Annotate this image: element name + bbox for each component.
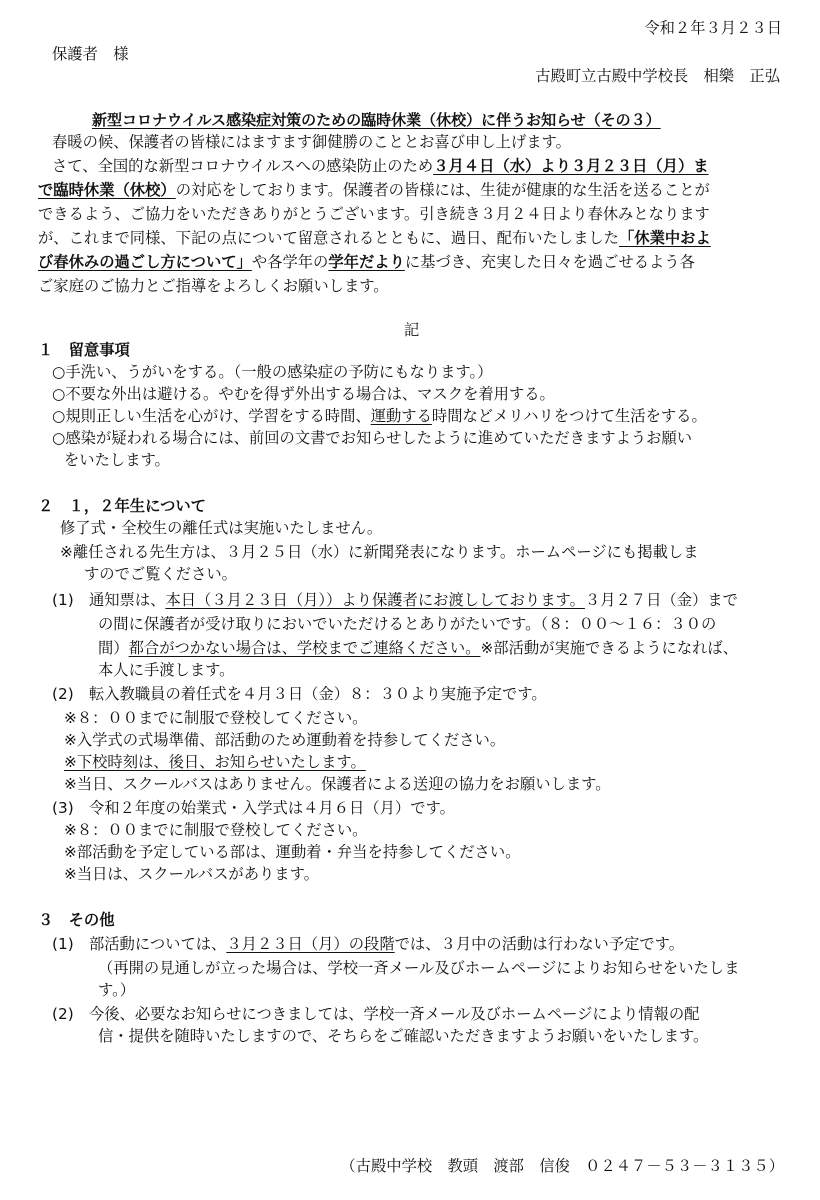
- list-item: ○感染が疑われる場合には、前回の文書でお知らせしたように進めていただきますようお願い: [52, 429, 693, 447]
- numbered-item-cont: 本人に手渡します。: [98, 661, 235, 679]
- numbered-item: (2) 今後、必要なお知らせにつきましては、学校一斉メール及びホームページにより情報の配: [52, 1005, 700, 1023]
- emphasis-dates: ３月４日（水）より３月２３日（月）ま: [433, 157, 709, 175]
- intro-line: できるよう、ご協力をいただきありがとうございます。引き続き３月２４日より春休みとなります: [38, 205, 710, 223]
- intro-line: び春休みの過ごし方について」や各学年の学年だよりに基づき、充実した日々を過ごせるよう各: [38, 253, 695, 271]
- intro-line: ご家庭のご協力とご指導をよろしくお願いします。: [38, 277, 389, 295]
- numbered-item: (3) 令和２年度の始業式・入学式は４月６日（月）です。: [52, 799, 455, 817]
- section-heading: １ 留意事項: [38, 341, 130, 359]
- note: ※８：００までに制服で登校してください。: [64, 821, 368, 839]
- numbered-item-cont: の間に保護者が受け取りにおいでいただけるとありがたいです。（８：００～１６：３０の: [98, 615, 717, 633]
- numbered-item: (2) 転入教職員の着任式を４月３日（金）８：３０より実施予定です。: [52, 685, 547, 703]
- numbered-item-cont: す。）: [98, 981, 136, 999]
- list-item: ○手洗い、うがいをする。（一般の感染症の予防にもなります。）: [52, 363, 493, 381]
- numbered-item: (1) 通知票は、本日（３月２３日（月））より保護者にお渡ししております。３月２７日（金）まで: [52, 591, 738, 609]
- intro-line: が、これまで同様、下記の点について留意されるとともに、過日、配布いたしました「休業中およ: [38, 229, 711, 247]
- paragraph: すのでご覧ください。: [84, 565, 237, 583]
- emphasis-closure: で臨時休業（休校）: [38, 181, 176, 199]
- numbered-item-cont: 信・提供を随時いたしますので、そちらをご確認いただきますようお願いをいたします。: [98, 1027, 709, 1045]
- numbered-item-cont: 間）都合がつかない場合は、学校までご連絡ください。※部活動が実施できるようになれば、: [98, 639, 739, 657]
- numbered-item-cont: （再開の見通しが立った場合は、学校一斉メール及びホームページによりお知らせをいたしま: [98, 959, 740, 977]
- numbered-item: (1) 部活動については、３月２３日（月）の段階では、３月中の活動は行わない予定です。: [52, 935, 685, 953]
- section-heading: ２ １，２年生について: [38, 497, 206, 515]
- intro-line: さて、全国的な新型コロナウイルスへの感染防止のため３月４日（水）より３月２３日（月）ま: [52, 157, 709, 175]
- list-item: ○規則正しい生活を心がけ、学習をする時間、運動する時間などメリハリをつけて生活をする。: [52, 407, 707, 425]
- note: ※８：００までに制服で登校してください。: [64, 709, 368, 727]
- note: ※下校時刻は、後日、お知らせいたします。: [64, 753, 366, 771]
- sender: 古殿町立古殿中学校長 相樂 正弘: [535, 67, 780, 85]
- intro-line: で臨時休業（休校）の対応をしております。保護者の皆様には、生徒が健康的な生活を送ることが: [38, 181, 710, 199]
- contact-footer: （古殿中学校 教頭 渡部 信俊 ０２４７－５３－３１３５）: [340, 1157, 784, 1175]
- document-date: 令和２年３月２３日: [644, 19, 782, 37]
- note: ※当日は、スクールバスがあります。: [64, 865, 319, 883]
- note: ※部活動を予定している部は、運動着・弁当を持参してください。: [64, 843, 521, 861]
- recipient: 保護者 様: [52, 45, 129, 63]
- emphasis-guide: 「休業中およ: [618, 229, 711, 247]
- note: ※入学式の式場準備、部活動のため運動着を持参してください。: [64, 731, 506, 749]
- intro-line: 春暖の候、保護者の皆様にはますます御健勝のこととお喜び申し上げます。: [52, 133, 571, 151]
- emphasis-guide: び春休みの過ごし方について」: [38, 253, 252, 271]
- emphasis-newsletter: 学年だより: [328, 253, 405, 271]
- ki-marker: 記: [404, 321, 420, 339]
- paragraph: 修了式・全校生の離任式は実施いたしません。: [60, 519, 383, 537]
- list-item-cont: をいたします。: [64, 451, 170, 469]
- section-heading: ３ その他: [38, 911, 115, 929]
- paragraph: ※離任される先生方は、３月２５日（水）に新聞発表になります。ホームページにも掲載しま: [60, 543, 699, 561]
- list-item: ○不要な外出は避ける。やむを得ず外出する場合は、マスクを着用する。: [52, 385, 555, 403]
- document-title: 新型コロナウイルス感染症対策のための臨時休業（休校）に伴うお知らせ（その３）: [92, 111, 661, 129]
- note: ※当日、スクールバスはありません。保護者による送迎の協力をお願いします。: [64, 775, 611, 793]
